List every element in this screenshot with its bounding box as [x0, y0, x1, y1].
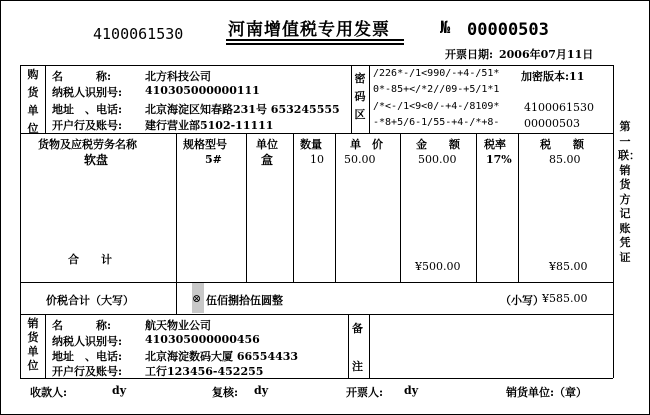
buyer-side-divider	[45, 65, 46, 133]
number-symbol: №	[440, 18, 451, 38]
item-price: 50.00	[344, 153, 376, 166]
col-divider-price	[335, 133, 336, 282]
header-tax: 税 额	[540, 138, 584, 151]
sum-label: 价税合计（大写）	[46, 294, 134, 307]
col-divider-unit	[246, 133, 247, 282]
cipher-divider-right	[369, 65, 370, 133]
header-goods-name: 货物及应税劳务名称	[38, 138, 137, 151]
buyer-address: 北京海淀区知春路231号 653245555	[145, 103, 340, 116]
seller-address: 北京海淀数码大厦 66554433	[145, 350, 299, 363]
issue-date: 2006年07月11日	[499, 48, 594, 61]
seller-taxid-label: 纳税人识别号:	[52, 335, 123, 348]
col-divider-tax	[518, 133, 519, 282]
seller-address-label: 地址 、电话:	[52, 350, 123, 363]
seller-bank: 工行123456-452255	[145, 365, 264, 378]
col-divider-spec	[176, 133, 177, 282]
header-price: 单 价	[350, 138, 383, 151]
cipher-code: 4100061530	[524, 101, 594, 114]
sum-small-value: ¥585.00	[542, 292, 588, 305]
sum-big-text: 伍佰捌拾伍圆整	[206, 294, 283, 307]
payee-value: dy	[112, 384, 127, 397]
remarks-label-top: 备	[352, 322, 363, 335]
col-divider-amount	[400, 133, 401, 282]
invoice-number: 00000503	[467, 20, 549, 40]
sum-circle-icon: ⊗	[192, 292, 202, 305]
seller-side-divider	[45, 314, 46, 378]
payee-label: 收款人:	[30, 386, 68, 399]
remarks-divider-right	[369, 314, 370, 378]
cipher-number: 00000503	[524, 117, 580, 130]
col-divider-qty	[293, 133, 294, 282]
cipher-line-1: /226*-/1<990/-+4-/51*	[373, 68, 500, 79]
sum-row-divider	[20, 314, 613, 315]
buyer-row-divider	[20, 133, 613, 134]
copy-label: 第一联：销货方记账凭证	[618, 120, 640, 264]
cipher-version: 加密版本:11	[521, 70, 585, 83]
buyer-name-label: 名 称:	[52, 70, 112, 83]
header-amount: 金 额	[416, 138, 460, 151]
cipher-line-3: /*<-/1<9<0/-+4-/8109*	[373, 101, 500, 112]
total-amount: ¥500.00	[415, 260, 461, 273]
table-top-border	[20, 65, 613, 66]
item-amount: 500.00	[418, 153, 457, 166]
remarks-divider-left	[348, 314, 349, 378]
seller-stamp-label: 销货单位:（章）	[506, 386, 588, 399]
sum-divider	[176, 282, 177, 314]
buyer-taxid: 410305000000111	[145, 84, 260, 97]
seller-name-label: 名 称:	[52, 319, 112, 332]
col-divider-rate	[476, 133, 477, 282]
buyer-address-label: 地址 、电话:	[52, 103, 123, 116]
sum-small-label: （小写）	[500, 294, 544, 307]
buyer-bank: 建行营业部5102-11111	[145, 119, 274, 132]
buyer-name: 北方科技公司	[145, 70, 211, 83]
total-label: 合 计	[68, 253, 112, 266]
item-qty: 10	[310, 153, 324, 166]
seller-name: 航天物业公司	[145, 319, 211, 332]
invoice-title: 河南增值税专用发票	[228, 20, 390, 40]
item-rate: 17%	[486, 153, 512, 166]
cipher-divider-left	[351, 65, 352, 133]
item-name: 软盘	[84, 153, 109, 167]
seller-taxid: 410305000000456	[145, 333, 260, 346]
reviewer-label: 复核:	[212, 386, 239, 399]
cipher-side-label: 密 码 区	[354, 72, 366, 121]
remarks-label-bottom: 注	[352, 360, 363, 373]
item-spec: 5#	[205, 153, 222, 166]
header-spec: 规格型号	[183, 138, 227, 151]
reviewer-value: dy	[254, 384, 269, 397]
table-right-border	[613, 65, 614, 378]
header-unit: 单位	[256, 138, 278, 151]
items-row-divider	[20, 282, 613, 283]
buyer-taxid-label: 纳税人识别号:	[52, 86, 123, 99]
cipher-line-2: 0*-85+</*2//09-+5/1*1	[373, 84, 500, 95]
title-underline-bottom	[226, 43, 404, 45]
drawer-label: 开票人:	[346, 386, 384, 399]
item-unit: 盒	[261, 153, 274, 167]
seller-side-label: 销 货 单 位	[27, 317, 39, 372]
table-left-border	[20, 65, 21, 378]
buyer-bank-label: 开户行及账号:	[52, 119, 123, 132]
cipher-line-4: -*8+5/6-1/55-+4-/*+8-	[373, 117, 500, 128]
item-tax: 85.00	[549, 153, 581, 166]
drawer-value: dy	[404, 384, 419, 397]
total-tax: ¥85.00	[549, 260, 588, 273]
buyer-side-label: 购 货 单 位	[27, 68, 39, 135]
header-qty: 数量	[300, 138, 322, 151]
seller-bank-label: 开户行及账号:	[52, 365, 123, 378]
issue-date-label: 开票日期:	[445, 48, 494, 61]
title-underline-top	[226, 39, 404, 41]
invoice-code: 4100061530	[93, 25, 184, 43]
header-rate: 税率	[484, 138, 506, 151]
